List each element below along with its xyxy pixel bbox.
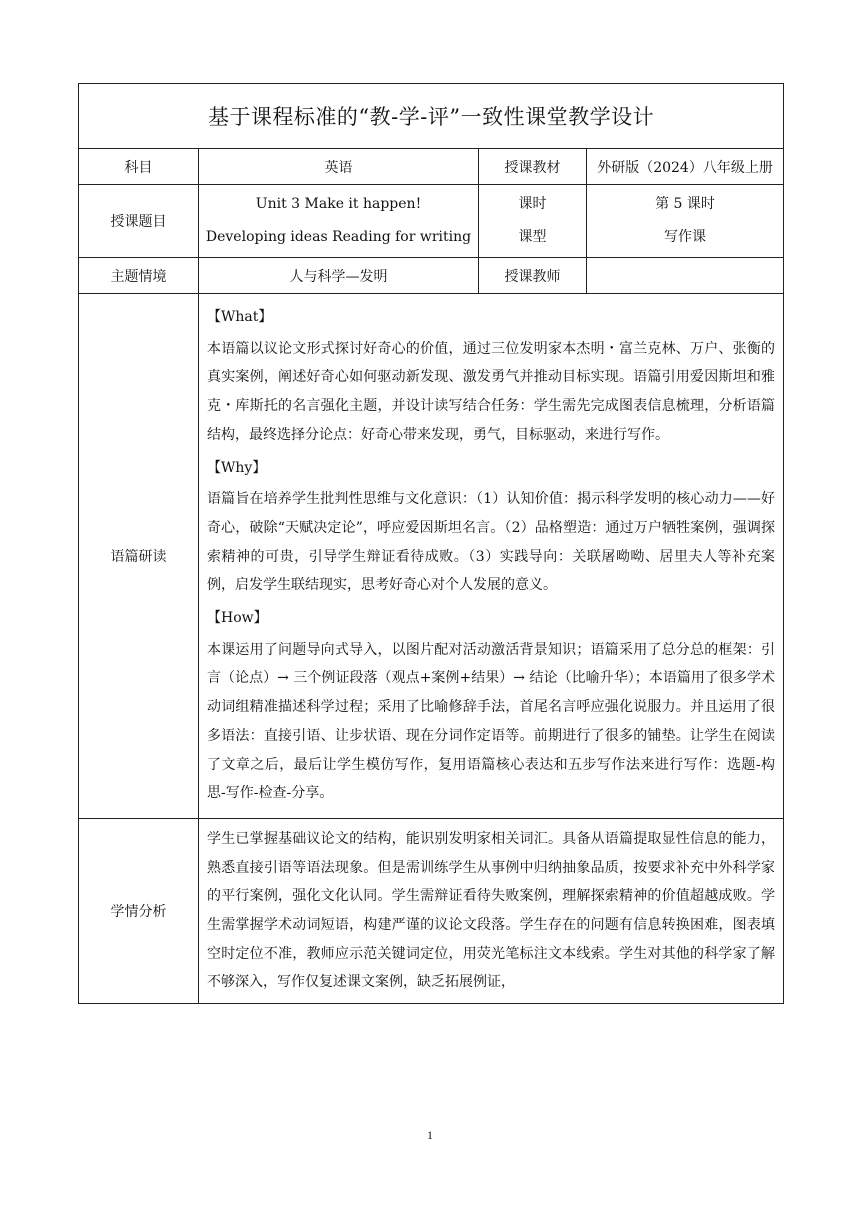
type-value: 写作课: [664, 229, 707, 245]
analysis-content: [199, 818, 784, 1003]
theme-value: 人与科学—发明: [199, 258, 479, 294]
document-title: 基于课程标准的“教-学-评”一致性课堂教学设计: [79, 84, 784, 149]
subject-value: 英语: [199, 149, 479, 185]
what-heading: 【What】: [207, 309, 273, 325]
period-label: 课时: [518, 196, 547, 212]
topic-line-2: Developing ideas Reading for writing: [205, 229, 472, 245]
reading-content: [199, 294, 784, 819]
period-type-values: [587, 185, 784, 258]
period-type-labels: [479, 185, 587, 258]
textbook-value: 外研版（2024）八年级上册: [587, 149, 784, 185]
why-text: 语篇旨在培养学生批判性思维与文化意识：（1）认知价值：揭示科学发明的核心动力——好奇心，破除“天赋决定论”，呼应爱因斯坦名言。（2）品格塑造：通过万户牺牲案例，强调探索精神的可贵，引导学生辩证看待成败。（3）实践导向：关联屠呦呦、居里夫人等补充案例，启发学生联结现实，思考好奇心对个人发展的意义。: [207, 491, 776, 594]
page-number: 1: [427, 1128, 433, 1142]
analysis-label: 学情分析: [79, 818, 199, 1003]
subject-label: 科目: [79, 149, 199, 185]
teacher-value: [587, 258, 784, 294]
why-heading: 【Why】: [207, 459, 267, 476]
textbook-label: 授课教材: [479, 149, 587, 185]
what-text: 本语篇以议论文形式探讨好奇心的价值，通过三位发明家本杰明・富兰克林、万户、张衡的真实案例，阐述好奇心如何驱动新发现、激发勇气并推动目标实现。语篇引用爱因斯坦和雅克・库斯托的名言强化主题，并设计读写结合任务：学生需先完成图表信息梳理，分析语篇结构，最终选择分论点：好奇心带来发现，勇气，目标驱动，来进行写作。: [207, 340, 776, 443]
teacher-label: 授课教师: [479, 258, 587, 294]
topic-line-1: Unit 3 Make it happen!: [255, 196, 422, 212]
type-label: 课型: [518, 229, 547, 245]
analysis-text: 学生已掌握基础议论文的结构，能识别发明家相关词汇。具备从语篇提取显性信息的能力，熟悉直接引语等语法现象。但是需训练学生从事例中归纳抽象品质，按要求补充中外科学家的平行案例，强化文化认同。学生需辩证看待失败案例，理解探索精神的价值超越成败。学生需掌握学术动词短语，构建严谨的议论文段落。学生存在的问题有信息转换困难，图表填空时定位不准，教师应示范关键词定位，用荧光笔标注文本线索。学生对其他的科学家了解不够深入，写作仅复述课文案例，缺乏拓展例证，: [207, 830, 776, 991]
topic-label: 授课题目: [79, 185, 199, 258]
how-text: 本课运用了问题导向式导入，以图片配对活动激活背景知识；语篇采用了总分总的框架：引言（论点）→ 三个例证段落（观点+案例+结果）→ 结论（比喻升华）；本语篇用了很多学术动词组精准描述科学过程；采用了比喻修辞手法，首尾名言呼应强化说服力。并且运用了很多语法：直接引语、让步状语、现在分词作定语等。前期进行了很多的铺垫。让学生在阅读了文章之后，最后让学生模仿写作，复用语篇核心表达和五步写作法来进行写作：选题-构思-写作-检查-分享。: [207, 641, 776, 802]
reading-label: 语篇研读: [79, 294, 199, 819]
period-value: 第 5 课时: [655, 196, 715, 212]
lesson-plan-table: [78, 83, 784, 1004]
theme-label: 主题情境: [79, 258, 199, 294]
how-heading: 【How】: [207, 610, 268, 627]
topic-value: [199, 185, 479, 258]
